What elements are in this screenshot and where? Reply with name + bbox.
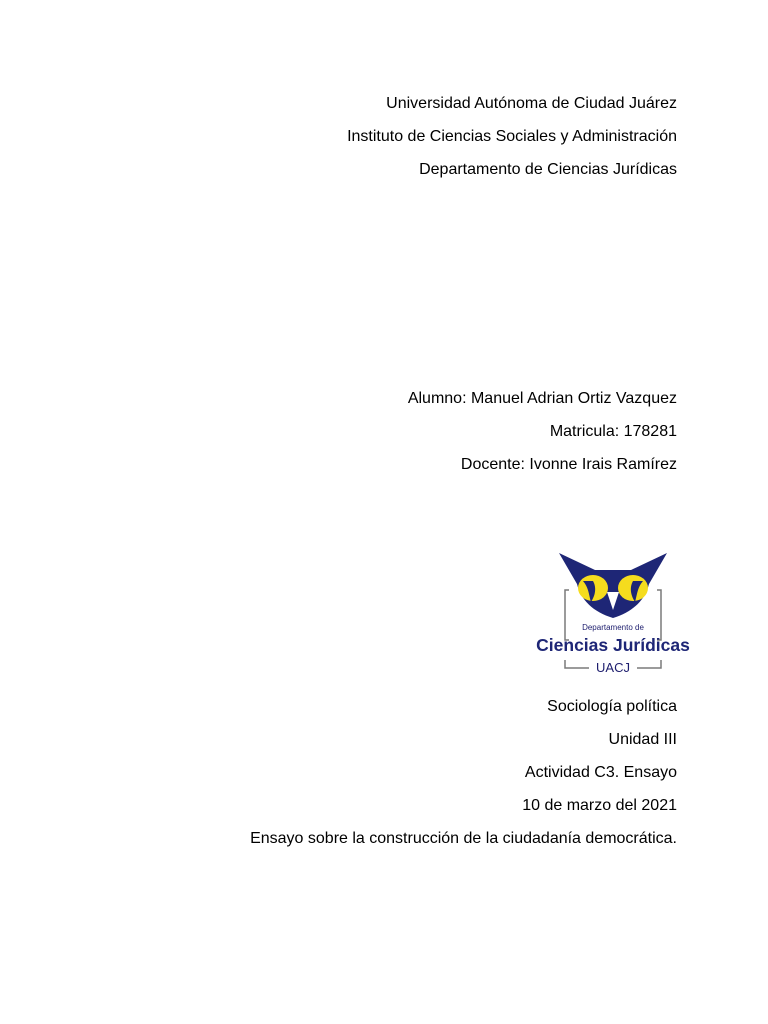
course-unit: Unidad III (608, 731, 677, 748)
course-subject: Sociología política (547, 698, 677, 715)
logo-frame-right (657, 590, 661, 640)
logo-frame-bottom-left (565, 660, 589, 668)
course-date: 10 de marzo del 2021 (522, 797, 677, 814)
student-id: Matricula: 178281 (549, 423, 677, 440)
university-name: Universidad Autónoma de Ciudad Juárez (386, 95, 677, 112)
department-logo (536, 548, 690, 688)
logo-frame-left (565, 590, 569, 640)
essay-title: Ensayo sobre la construcción de la ciudadanía democrática. (250, 830, 677, 847)
logo-acronym: UACJ (596, 660, 630, 675)
logo-main-text: Ciencias Jurídicas (536, 635, 690, 655)
department-name: Departamento de Ciencias Jurídicas (419, 161, 677, 178)
teacher-name: Docente: Ivonne Irais Ramírez (460, 456, 677, 473)
course-activity: Actividad C3. Ensayo (524, 764, 677, 781)
student-name: Alumno: Manuel Adrian Ortiz Vazquez (407, 390, 677, 407)
logo-frame-bottom-right (637, 660, 661, 668)
institute-name: Instituto de Ciencias Sociales y Administración (347, 128, 677, 145)
owl-logo-icon (536, 548, 690, 688)
logo-small-text: Departamento de (582, 623, 644, 632)
